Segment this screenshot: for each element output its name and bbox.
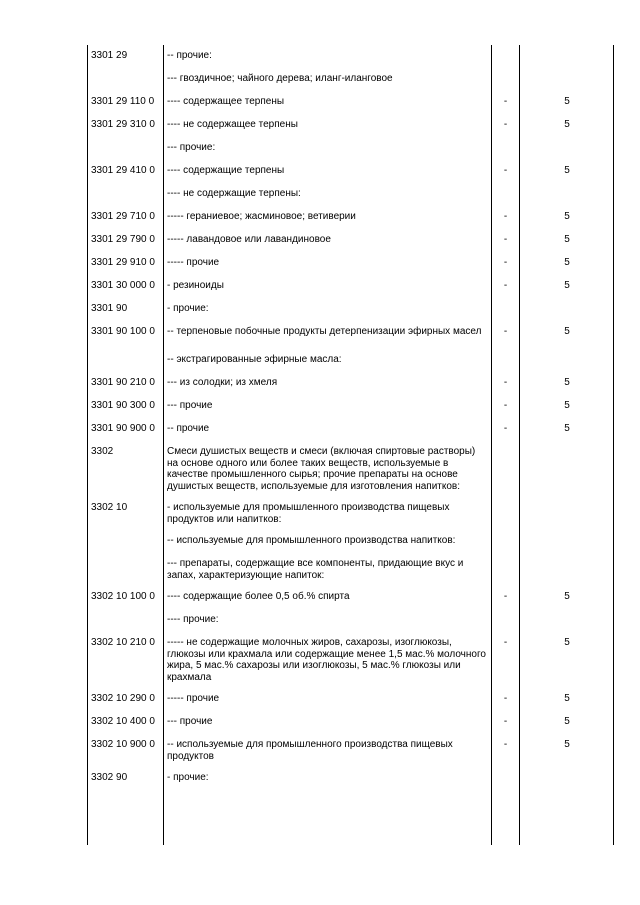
commodity-description: - прочие: [167, 303, 209, 314]
supplementary-unit: - [503, 423, 508, 434]
commodity-description: --- препараты, содержащие все компоненты, придающие вкус и запах, характеризующие напиток: [167, 558, 464, 581]
commodity-description: --- прочие: [167, 142, 216, 153]
duty-rate [519, 441, 614, 497]
commodity-code: 3302 10 400 0 [91, 716, 155, 727]
duty-rate: 5 [564, 165, 570, 176]
commodity-code: 3301 29 790 0 [91, 234, 155, 245]
supplementary-unit [491, 497, 519, 530]
duty-rate: 5 [564, 211, 570, 222]
duty-rate [519, 45, 614, 68]
commodity-description: ----- прочие [167, 693, 220, 704]
duty-rate: 5 [564, 119, 570, 130]
supplementary-unit: - [503, 693, 508, 704]
supplementary-unit: - [503, 591, 508, 602]
commodity-code: 3301 29 410 0 [91, 165, 155, 176]
table-row [87, 609, 614, 632]
commodity-description: ---- не содержащее терпены [167, 119, 298, 130]
commodity-description: --- прочие [167, 716, 213, 727]
table-row [87, 395, 614, 418]
commodity-code: 3301 90 300 0 [91, 400, 155, 411]
supplementary-unit: - [503, 280, 508, 291]
table-row [87, 68, 614, 91]
commodity-code [87, 530, 163, 553]
commodity-code: 3301 90 100 0 [91, 326, 155, 337]
commodity-description: ----- гераниевое; жасминовое; ветиверии [167, 211, 356, 222]
duty-rate [519, 137, 614, 160]
duty-rate: 5 [564, 693, 570, 704]
commodity-code: 3302 10 290 0 [91, 693, 155, 704]
supplementary-unit [491, 68, 519, 91]
duty-rate: 5 [564, 280, 570, 291]
supplementary-unit: - [503, 211, 508, 222]
commodity-description: -- терпеновые побочные продукты детерпенизации эфирных масел [167, 326, 482, 337]
table-row [87, 497, 614, 530]
table-row [87, 553, 614, 586]
commodity-code: 3301 29 110 0 [91, 96, 155, 107]
commodity-description: -- прочие [167, 423, 210, 434]
table-row [87, 441, 614, 497]
commodity-code [87, 553, 163, 586]
duty-rate [519, 497, 614, 530]
commodity-description: ---- прочие: [167, 614, 219, 625]
table-row [87, 252, 614, 275]
table-row [87, 767, 614, 790]
duty-rate: 5 [564, 400, 570, 411]
supplementary-unit [491, 767, 519, 790]
commodity-code: 3302 10 210 0 [91, 637, 155, 648]
commodity-description: Смеси душистых веществ и смеси (включая спиртовые растворы) на основе одного или более таких веществ, используемые в качестве промышленного сырья; прочие препараты на основе душистых веществ, используемые для изготовления напитков: [167, 446, 476, 492]
duty-rate [519, 68, 614, 91]
table-row [87, 183, 614, 206]
duty-rate: 5 [564, 234, 570, 245]
table-row [87, 160, 614, 183]
duty-rate [519, 349, 614, 372]
duty-rate [519, 609, 614, 632]
commodity-code: 3302 90 [91, 772, 128, 783]
supplementary-unit: - [503, 400, 508, 411]
commodity-code [87, 68, 163, 91]
table-row [87, 530, 614, 553]
supplementary-unit: - [503, 739, 508, 750]
duty-rate: 5 [564, 739, 570, 750]
supplementary-unit [491, 441, 519, 497]
duty-rate [519, 183, 614, 206]
commodity-code [87, 349, 163, 372]
tariff-table [87, 45, 614, 790]
duty-rate: 5 [564, 257, 570, 268]
supplementary-unit: - [503, 326, 508, 337]
commodity-code: 3301 29 [91, 50, 128, 61]
table-row [87, 688, 614, 711]
commodity-code: 3301 90 [91, 303, 128, 314]
table-row [87, 298, 614, 321]
commodity-description: ---- содержащее терпены [167, 96, 285, 107]
commodity-code [87, 183, 163, 206]
commodity-description: -- используемые для промышленного производства пищевых продуктов [167, 739, 453, 762]
table-row [87, 418, 614, 441]
table-row [87, 586, 614, 609]
supplementary-unit: - [503, 637, 508, 648]
supplementary-unit: - [503, 257, 508, 268]
commodity-description: - прочие: [167, 772, 209, 783]
table-row [87, 632, 614, 688]
supplementary-unit: - [503, 234, 508, 245]
commodity-code [87, 609, 163, 632]
commodity-code: 3301 29 310 0 [91, 119, 155, 130]
commodity-description: - используемые для промышленного производства пищевых продуктов или напитков: [167, 502, 450, 525]
supplementary-unit [491, 183, 519, 206]
commodity-description: ---- содержащие терпены [167, 165, 285, 176]
duty-rate: 5 [564, 423, 570, 434]
commodity-code [87, 137, 163, 160]
commodity-code: 3302 10 100 0 [91, 591, 155, 602]
supplementary-unit [491, 45, 519, 68]
supplementary-unit [491, 349, 519, 372]
supplementary-unit: - [503, 377, 508, 388]
supplementary-unit: - [503, 119, 508, 130]
duty-rate: 5 [564, 96, 570, 107]
commodity-description: - резиноиды [167, 280, 224, 291]
duty-rate [519, 767, 614, 790]
supplementary-unit [491, 609, 519, 632]
commodity-description: -- экстрагированные эфирные масла: [167, 354, 342, 365]
tariff-page [87, 45, 615, 845]
supplementary-unit: - [503, 96, 508, 107]
table-row [87, 229, 614, 252]
supplementary-unit [491, 137, 519, 160]
table-row [87, 91, 614, 114]
table-row [87, 206, 614, 229]
commodity-code: 3301 29 710 0 [91, 211, 155, 222]
supplementary-unit: - [503, 165, 508, 176]
commodity-description: ---- содержащие более 0,5 об.% спирта [167, 591, 350, 602]
table-row [87, 114, 614, 137]
duty-rate: 5 [564, 326, 570, 337]
supplementary-unit: - [503, 716, 508, 727]
table-row [87, 137, 614, 160]
duty-rate: 5 [564, 716, 570, 727]
supplementary-unit [491, 553, 519, 586]
table-row [87, 45, 614, 68]
duty-rate: 5 [564, 377, 570, 388]
commodity-code: 3301 29 910 0 [91, 257, 155, 268]
supplementary-unit [491, 530, 519, 553]
table-row [87, 321, 614, 349]
commodity-description: ---- не содержащие терпены: [167, 188, 301, 199]
duty-rate [519, 298, 614, 321]
commodity-code: 3301 90 210 0 [91, 377, 155, 388]
supplementary-unit [491, 298, 519, 321]
commodity-code: 3302 10 [91, 502, 128, 513]
table-row [87, 349, 614, 372]
commodity-description: --- прочие [167, 400, 213, 411]
commodity-description: ----- не содержащие молочных жиров, сахарозы, изоглюкозы, глюкозы или крахмала или содержащие менее 1,5 мас.% молочного жира, 5 мас.% сахарозы или изоглюкозы, 5 мас.% глюкозы или крахмала [167, 637, 486, 683]
commodity-description: --- из солодки; из хмеля [167, 377, 278, 388]
commodity-description: --- гвоздичное; чайного дерева; иланг-иланговое [167, 73, 393, 84]
commodity-code: 3301 30 000 0 [91, 280, 155, 291]
duty-rate [519, 553, 614, 586]
commodity-description: -- используемые для промышленного производства напитков: [167, 535, 456, 546]
commodity-code: 3301 90 900 0 [91, 423, 155, 434]
table-row [87, 372, 614, 395]
commodity-description: -- прочие: [167, 50, 212, 61]
table-row [87, 275, 614, 298]
commodity-code: 3302 [91, 446, 114, 457]
table-row [87, 734, 614, 767]
duty-rate: 5 [564, 637, 570, 648]
commodity-code: 3302 10 900 0 [91, 739, 155, 750]
commodity-description: ----- лавандовое или лавандиновое [167, 234, 331, 245]
commodity-description: ----- прочие [167, 257, 220, 268]
duty-rate [519, 530, 614, 553]
duty-rate: 5 [564, 591, 570, 602]
table-row [87, 711, 614, 734]
